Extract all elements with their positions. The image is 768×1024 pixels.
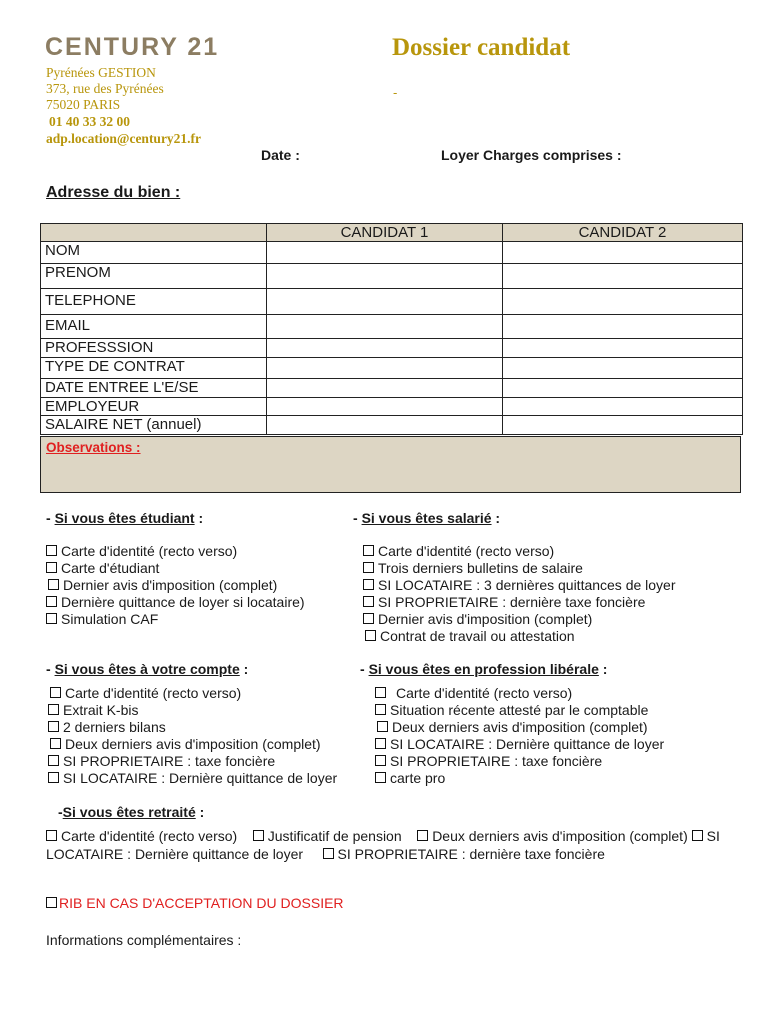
candidat-2-cell[interactable] [503,339,743,358]
list-item[interactable] [363,560,676,577]
infos-complementaires-label: Informations complémentaires : [46,932,242,948]
list-item[interactable] [375,685,664,702]
list-item[interactable] [323,846,605,862]
table-row [41,315,743,339]
checkbox-icon[interactable] [365,630,376,641]
section-liberale-title: - Si vous êtes en profession libérale : [360,661,608,677]
checkbox-icon[interactable] [375,687,386,698]
checkbox-icon[interactable] [46,545,57,556]
row-label: PRENOM [41,264,267,289]
agency-email: adp.location@century21.fr [46,131,202,146]
section-etudiant-title: - Si vous êtes étudiant : [46,510,204,526]
rib-label: RIB EN CAS D'ACCEPTATION DU DOSSIER [59,895,344,911]
candidat-2-cell[interactable] [503,398,743,416]
item-label: SI PROPRIETAIRE : dernière taxe foncière [337,845,605,862]
item-label: SI LOCATAIRE : Dernière quittance de loyer [63,770,338,786]
retraite-list [46,828,736,863]
checkbox-icon[interactable] [363,562,374,573]
checkbox-icon[interactable] [363,545,374,556]
table-row [41,339,743,358]
date-label: Date : [261,147,300,163]
section-retraite-title: -Si vous êtes retraité : [58,804,205,820]
row-label: TELEPHONE [41,289,267,315]
list-item[interactable] [46,594,305,611]
list-item[interactable] [253,828,402,844]
header-candidat-2: CANDIDAT 2 [503,224,743,242]
table-row [41,289,743,315]
candidat-2-cell[interactable] [503,264,743,289]
observations-label: Observations : [46,440,141,455]
candidat-1-cell[interactable] [267,358,503,379]
checkbox-icon[interactable] [375,772,386,783]
salarie-list [363,543,676,645]
item-label: SI LOCATAIRE : Dernière quittance de loyer [46,828,720,862]
item-label: Carte d'étudiant [61,560,160,576]
item-label: Carte d'identité (recto verso) [396,685,573,701]
checkbox-icon[interactable] [48,721,59,732]
item-label: Deux derniers avis d'imposition (complet) [392,719,648,735]
checkbox-icon[interactable] [48,772,59,783]
list-item[interactable] [363,577,676,594]
checkbox-icon[interactable] [46,562,57,573]
table-row [41,416,743,435]
salarie-title-text: Si vous êtes salarié [361,510,492,526]
list-item[interactable] [50,736,337,753]
table-row [41,358,743,379]
candidat-2-cell[interactable] [503,358,743,379]
compte-list [50,685,337,787]
etudiant-list [46,543,305,628]
item-label: Dernier avis d'imposition (complet) [63,577,278,593]
list-item[interactable] [48,577,305,594]
candidat-1-cell[interactable] [267,264,503,289]
list-item[interactable] [50,685,337,702]
agency-phone: 01 40 33 32 00 [49,114,130,129]
liberale-title-text: Si vous êtes en profession libérale [368,661,599,677]
candidat-2-cell[interactable] [503,289,743,315]
list-item[interactable] [46,611,305,628]
checkbox-icon[interactable] [48,579,59,590]
agency-city: 75020 PARIS [46,97,121,112]
item-label: Contrat de travail ou attestation [380,628,575,644]
row-label: SALAIRE NET (annuel) [41,416,267,435]
agency-name: Pyrénées GESTION [46,65,156,80]
list-item[interactable] [363,594,676,611]
row-label: PROFESSSION [41,339,267,358]
header-empty-cell [41,224,267,242]
checkbox-icon[interactable] [692,830,703,841]
item-label: Deux derniers avis d'imposition (complet) [432,828,688,844]
candidat-1-cell[interactable] [267,242,503,264]
list-item[interactable] [365,628,676,645]
observations-box[interactable] [40,436,741,493]
section-salarie-title: - Si vous êtes salarié : [353,510,501,526]
candidat-1-cell[interactable] [267,416,503,435]
list-item[interactable] [375,770,664,787]
header-candidat-1: CANDIDAT 1 [267,224,503,242]
candidate-table [40,223,743,435]
item-label: carte pro [390,770,446,786]
item-label: Carte d'identité (recto verso) [65,685,242,701]
checkbox-icon[interactable] [375,704,386,715]
agency-street: 373, rue des Pyrénées [46,81,164,96]
document-title: Dossier candidat [392,34,571,61]
item-label: Trois derniers bulletins de salaire [378,560,583,576]
item-label: SI PROPRIETAIRE : dernière taxe foncière [378,594,646,610]
title-dash: - [393,85,398,100]
loyer-label: Loyer Charges comprises : [441,147,622,163]
century21-logo: CENTURY 21 [45,33,220,61]
item-label: Situation récente attesté par le comptable [390,702,649,718]
table-row [41,379,743,398]
candidat-2-cell[interactable] [503,242,743,264]
item-label: Carte d'identité (recto verso) [378,543,555,559]
candidat-1-cell[interactable] [267,315,503,339]
address-label: Adresse du bien : [46,184,181,201]
checkbox-icon[interactable] [48,704,59,715]
list-item[interactable] [46,543,305,560]
rib-item[interactable] [46,895,344,912]
item-label: Deux derniers avis d'imposition (complet) [65,736,321,752]
candidat-1-cell[interactable] [267,379,503,398]
item-label: SI LOCATAIRE : 3 dernières quittances de loyer [378,577,676,593]
item-label: SI LOCATAIRE : Dernière quittance de loyer [390,736,665,752]
table-header-row [41,224,743,242]
checkbox-icon[interactable] [50,738,61,749]
list-item[interactable] [375,702,664,719]
candidat-2-cell[interactable] [503,416,743,435]
liberale-list [375,685,664,787]
row-label: EMPLOYEUR [41,398,267,416]
list-item[interactable] [375,736,664,753]
list-item[interactable] [363,611,676,628]
table-row [41,264,743,289]
item-label: Simulation CAF [61,611,159,627]
list-item[interactable] [46,828,237,844]
checkbox-icon[interactable] [377,721,388,732]
candidat-2-cell[interactable] [503,315,743,339]
table-row [41,242,743,264]
candidat-2-cell[interactable] [503,379,743,398]
checkbox-icon[interactable] [375,755,386,766]
section-compte-title: - Si vous êtes à votre compte : [46,661,249,677]
list-item[interactable] [48,719,337,736]
item-label: Dernière quittance de loyer si locataire) [61,594,305,610]
checkbox-icon[interactable] [375,738,386,749]
item-label: Carte d'identité (recto verso) [61,543,238,559]
candidat-1-cell[interactable] [267,339,503,358]
item-label: Dernier avis d'imposition (complet) [378,611,593,627]
item-label: 2 derniers bilans [63,719,166,735]
checkbox-icon[interactable] [363,579,374,590]
candidat-1-cell[interactable] [267,289,503,315]
list-item[interactable] [46,560,305,577]
row-label: TYPE DE CONTRAT [41,358,267,379]
checkbox-icon[interactable] [253,830,264,841]
list-item[interactable] [48,753,337,770]
item-label: Extrait K-bis [63,702,139,718]
list-item[interactable] [48,702,337,719]
list-item[interactable] [417,828,688,844]
checkbox-icon[interactable] [46,596,57,607]
checkbox-icon[interactable] [417,830,428,841]
item-label: SI PROPRIETAIRE : taxe foncière [390,753,603,769]
compte-title-text: Si vous êtes à votre compte [54,661,240,677]
retraite-title-text: Si vous êtes retraité [62,804,196,820]
checkbox-icon[interactable] [363,596,374,607]
table-row [41,398,743,416]
list-item[interactable] [363,543,676,560]
row-label: EMAIL [41,315,267,339]
checkbox-icon[interactable] [50,687,61,698]
item-label: Carte d'identité (recto verso) [61,828,238,844]
list-item[interactable] [377,719,664,736]
row-label: NOM [41,242,267,264]
list-item[interactable] [375,753,664,770]
checkbox-icon[interactable] [48,755,59,766]
item-label: Justificatif de pension [267,828,402,844]
item-label: SI PROPRIETAIRE : taxe foncière [63,753,276,769]
checkbox-icon[interactable] [46,613,57,624]
list-item[interactable] [48,770,337,787]
checkbox-icon[interactable] [363,613,374,624]
checkbox-icon[interactable] [323,848,334,859]
checkbox-icon[interactable] [46,830,57,841]
row-label: DATE ENTREE L'E/SE [41,379,267,398]
checkbox-icon[interactable] [46,897,57,908]
candidat-1-cell[interactable] [267,398,503,416]
etudiant-title-text: Si vous êtes étudiant [54,510,195,526]
